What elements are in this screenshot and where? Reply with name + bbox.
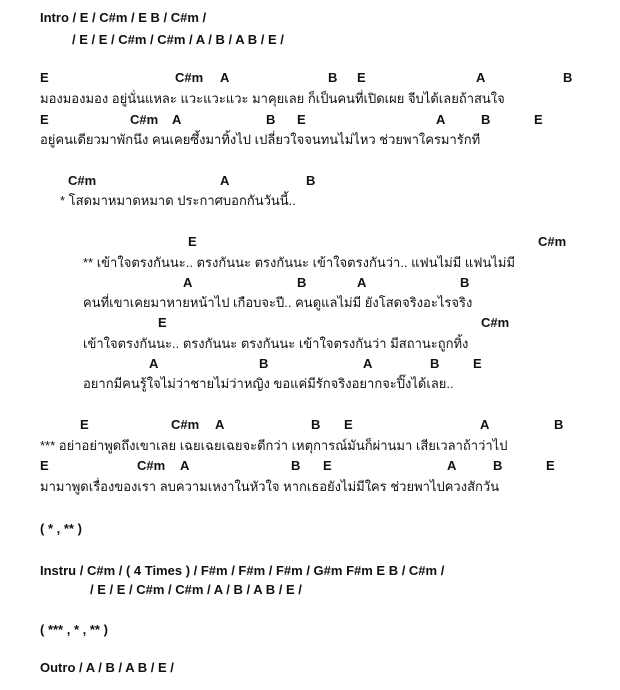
lyric: เข้าใจตรงกันนะ.. ตรงกันนะ ตรงกันนะ เข้าใจตรงกันว่า มีสถานะถูกทิ้ง [83,336,469,351]
chord: B [481,112,491,127]
lyric: ** เข้าใจตรงกันนะ.. ตรงกันนะ ตรงกันนะ เข้าใจตรงกันว่า.. แฟนไม่มี แฟนไม่มี [83,255,516,270]
chord: A [183,275,193,290]
chord: C#m [68,173,97,188]
chord: C#m [175,70,204,85]
chord: A [480,417,490,432]
lyric: มามาพูดเรื่องของเรา ลบความเหงาในหัวใจ หากเธอยังไม่มีใคร ช่วยพาไปควงสักวัน [40,479,500,494]
instru-line-2: / E / E / C#m / C#m / A / B / A B / E / [90,582,302,597]
chord: E [40,70,49,85]
instru-line-1: Instru / C#m / ( 4 Times ) / F#m / F#m / F#m / G#m F#m E B / C#m / [40,563,445,578]
chord: A [357,275,367,290]
chord: A [172,112,182,127]
repeat-marker: ( * , ** ) [40,521,82,536]
chord: B [493,458,503,473]
chord: B [563,70,573,85]
chord: E [357,70,366,85]
chord: E [297,112,306,127]
lyric: *** อย่าอย่าพูดถึงเขาเลย เฉยเฉยเฉยจะดีกว่า เหตุการณ์มันก็ผ่านมา เสียเวลาถ้าว่าไป [40,438,508,453]
chord: B [430,356,440,371]
chord: C#m [171,417,200,432]
chord: E [473,356,482,371]
chord: A [180,458,190,473]
chord: B [259,356,269,371]
chord: C#m [130,112,159,127]
chord: A [215,417,225,432]
lyric: คนที่เขาเคยมาหายหน้าไป เกือบจะปี.. คนดูแลไม่มี ยังโสดจริงอะไรจริง [83,295,473,310]
chord: B [291,458,301,473]
outro-line: Outro / A / B / A B / E / [40,660,174,675]
repeat-marker: ( *** , * , ** ) [40,622,108,637]
intro-line-2: / E / E / C#m / C#m / A / B / A B / E / [72,32,284,47]
lyric: อยู่คนเดียวมาพักนึง คนเคยซึ้งมาทิ้งไป เปลี่ยวใจจนทนไม่ไหว ช่วยพาใครมารักที [40,132,481,147]
chord: B [460,275,470,290]
chord: A [476,70,486,85]
chord: E [534,112,543,127]
chord: B [328,70,338,85]
chord: A [149,356,159,371]
chord: A [436,112,446,127]
chord: E [40,112,49,127]
chord: E [344,417,353,432]
chord: A [220,173,230,188]
chord: A [363,356,373,371]
intro-line-1: Intro / E / C#m / E B / C#m / [40,10,207,25]
chord: E [40,458,49,473]
chord: B [266,112,276,127]
chord: C#m [481,315,510,330]
chord: C#m [137,458,166,473]
chord: B [554,417,564,432]
chord: B [306,173,316,188]
chord: B [311,417,321,432]
chord: E [80,417,89,432]
lyric: อยากมีคนรู้ใจไม่ว่าชายไม่ว่าหญิง ขอแค่มีรักจริงอยากจะปิ๊งได้เลย.. [83,376,454,391]
chord: E [323,458,332,473]
chord: E [546,458,555,473]
lyric: มองมองมอง อยู่นั่นแหละ แวะแวะแวะ มาคุยเลย ก็เป็นคนที่เปิดเผย จีบได้เลยถ้าสนใจ [40,91,505,106]
chord: E [158,315,167,330]
chord: A [447,458,457,473]
chord: C#m [538,234,567,249]
chord: E [188,234,197,249]
chord: B [297,275,307,290]
lyric: * โสดมาหมาดหมาด ประกาศบอกกันวันนี้.. [60,193,296,208]
chord: A [220,70,230,85]
